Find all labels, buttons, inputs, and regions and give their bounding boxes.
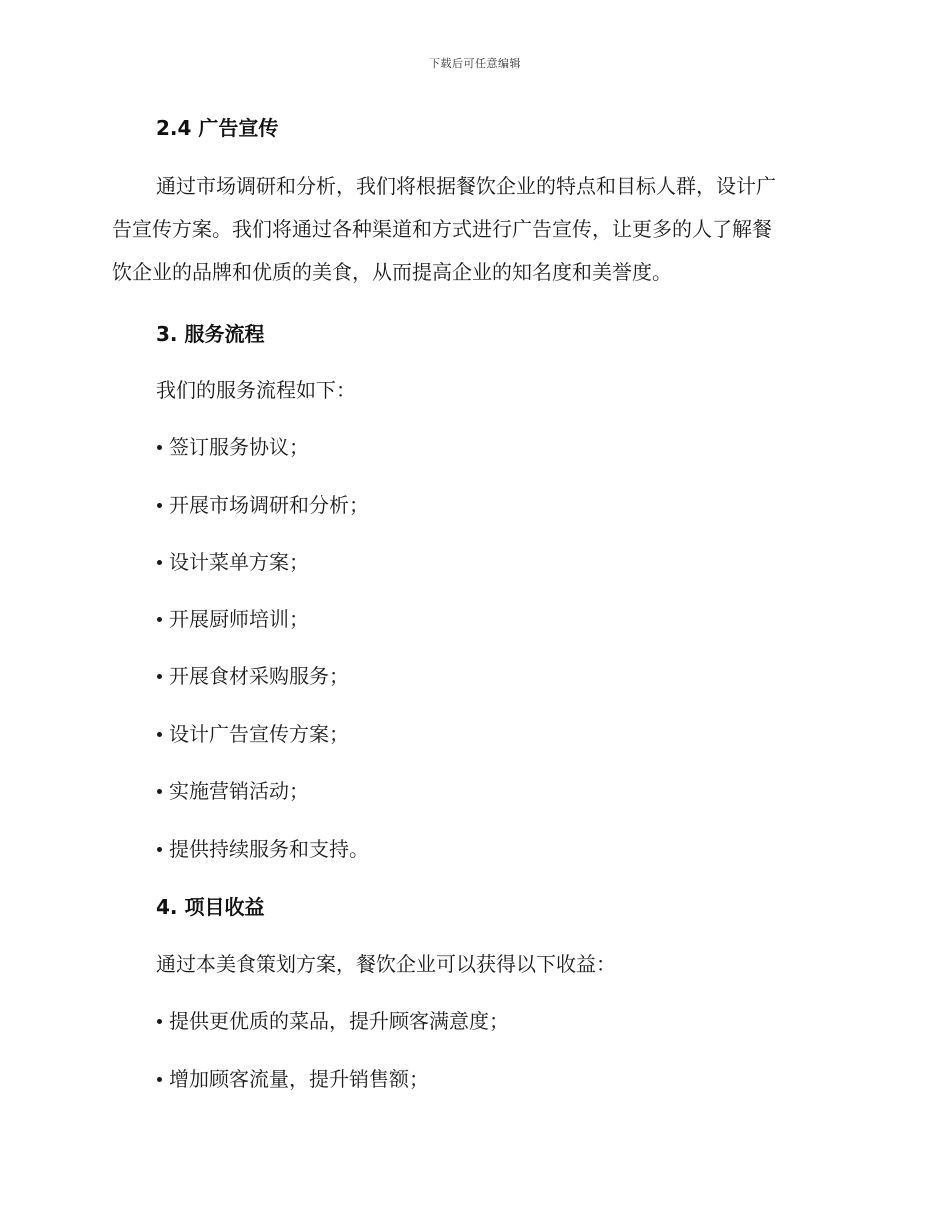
bullet-icon [157,560,162,565]
bullet-icon [157,445,162,450]
list-item-text: 签订服务协议； [169,435,309,459]
bullet-icon [157,1077,162,1082]
list-item-text: 开展食材采购服务； [169,664,349,688]
bullet-icon [157,847,162,852]
list-item [156,605,309,633]
list-item [156,491,369,519]
list-item-text: 开展市场调研和分析； [169,493,369,517]
bullet-icon [157,503,162,508]
list-item [156,662,349,690]
paragraph-line: 饮企业的品牌和优质的美食，从而提高企业的知名度和美誉度。 [112,260,672,284]
service-process-intro: 我们的服务流程如下： [156,378,356,402]
list-item-text: 实施营销活动； [169,779,309,803]
advertising-paragraph [112,165,837,294]
bullet-icon [157,617,162,622]
list-item [156,835,369,863]
list-item-text: 设计菜单方案； [169,550,309,574]
list-item [156,777,309,805]
list-item-text: 提供更优质的菜品，提升顾客满意度； [169,1009,509,1033]
list-item [156,720,349,748]
page-header-note: 下载后可任意编辑 [429,57,521,70]
list-item-text: 提供持续服务和支持。 [169,837,369,861]
section-heading-advertising: 2.4 广告宣传 [156,116,279,140]
list-item-text: 增加顾客流量，提升销售额； [169,1067,429,1091]
list-item [156,548,309,576]
bullet-icon [157,732,162,737]
paragraph-line: 通过市场调研和分析，我们将根据餐饮企业的特点和目标人群，设计广 [156,174,776,198]
paragraph-line: 告宣传方案。我们将通过各种渠道和方式进行广告宣传，让更多的人了解餐 [112,217,772,241]
bullet-icon [157,674,162,679]
list-item-text: 开展厨师培训； [169,607,309,631]
section-heading-service-process: 3. 服务流程 [156,322,265,346]
bullet-icon [157,1019,162,1024]
list-item [156,1065,429,1093]
list-item-text: 设计广告宣传方案； [169,722,349,746]
list-item [156,1007,509,1035]
section-heading-project-benefits: 4. 项目收益 [156,895,265,919]
project-benefits-intro: 通过本美食策划方案，餐饮企业可以获得以下收益： [156,952,616,976]
bullet-icon [157,789,162,794]
list-item [156,433,309,461]
